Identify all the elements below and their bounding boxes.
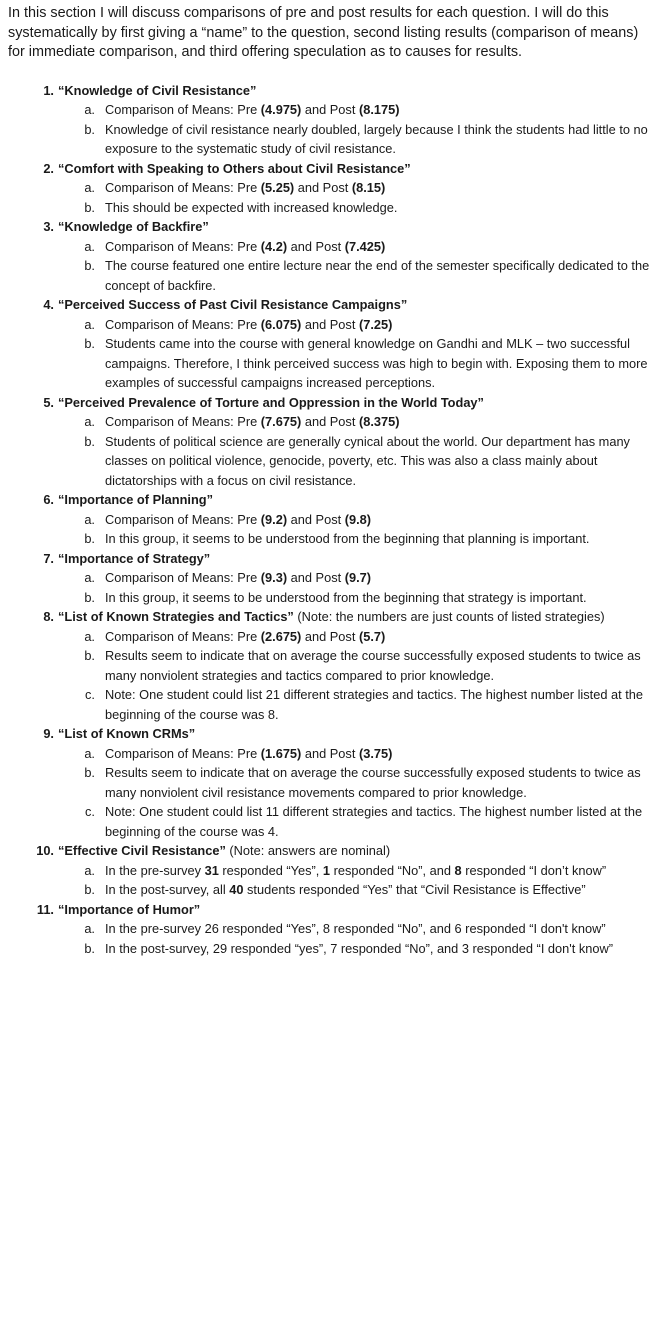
sub-item-text: In the pre-survey 26 responded “Yes”, 8 responded “No”, and 6 responded “I don't know” — [105, 921, 606, 937]
question-heading — [58, 609, 605, 624]
question-heading — [58, 297, 407, 312]
question-item — [8, 159, 662, 218]
sub-item — [84, 432, 662, 491]
sub-item-text: Results seem to indicate that on average the course successfully exposed students to twice as many nonviolent civil resistance movements compared to prior knowledge. — [105, 765, 641, 800]
question-item — [8, 841, 662, 900]
question-number: 8. — [43, 609, 54, 625]
sub-item — [84, 256, 662, 295]
sub-item-letter: b. — [84, 433, 95, 449]
pre-mean-value: (1.675) — [260, 745, 302, 761]
sub-item-letter: b. — [84, 336, 95, 352]
pre-mean-value: (7.675) — [260, 414, 302, 430]
sub-item-letter: a. — [84, 316, 95, 332]
sub-item-list — [58, 510, 662, 549]
question-heading — [58, 395, 484, 410]
pre-mean-value: (9.2) — [260, 511, 288, 527]
question-note: (Note: the numbers are just counts of listed strategies) — [293, 609, 605, 625]
sub-item — [84, 939, 662, 959]
question-list — [8, 81, 662, 959]
question-item — [8, 217, 662, 295]
question-title: “List of Known CRMs” — [58, 726, 196, 742]
sub-item — [84, 627, 662, 647]
post-mean-value: (9.8) — [344, 511, 372, 527]
means-connector: and Post — [301, 745, 359, 761]
sub-item-list — [58, 315, 662, 393]
sub-item-letter: a. — [84, 745, 95, 761]
sub-item — [84, 880, 662, 900]
survey-text: responded “No”, and — [330, 862, 455, 878]
means-connector: and Post — [301, 628, 359, 644]
question-number: 10. — [36, 843, 54, 859]
question-title: “List of Known Strategies and Tactics” — [58, 609, 294, 625]
sub-item-text — [105, 102, 399, 117]
question-number: 4. — [43, 297, 54, 313]
means-label: Comparison of Means: Pre — [105, 238, 261, 254]
post-mean-value: (8.15) — [351, 180, 386, 196]
sub-item-list — [58, 412, 662, 490]
means-connector: and Post — [301, 316, 359, 332]
sub-item — [84, 919, 662, 939]
post-mean-value: (8.175) — [358, 102, 400, 118]
pre-mean-value: (4.2) — [260, 238, 288, 254]
sub-item — [84, 646, 662, 685]
means-label: Comparison of Means: Pre — [105, 414, 261, 430]
question-item — [8, 295, 662, 393]
sub-item — [84, 237, 662, 257]
sub-item-letter: a. — [84, 414, 95, 430]
sub-item-letter: b. — [84, 121, 95, 137]
means-connector: and Post — [287, 570, 345, 586]
post-mean-value: (7.425) — [344, 238, 386, 254]
sub-item-letter: b. — [84, 589, 95, 605]
means-label: Comparison of Means: Pre — [105, 570, 261, 586]
question-heading — [58, 843, 390, 858]
response-count: 1 — [322, 862, 331, 878]
sub-item-list — [58, 178, 662, 217]
sub-item — [85, 685, 662, 724]
post-mean-value: (9.7) — [344, 570, 372, 586]
question-heading — [58, 902, 200, 917]
question-title: “Importance of Strategy” — [58, 550, 211, 566]
sub-item-letter: b. — [84, 940, 95, 956]
question-heading — [58, 161, 411, 176]
sub-item — [84, 588, 662, 608]
means-connector: and Post — [287, 511, 345, 527]
means-label: Comparison of Means: Pre — [105, 316, 261, 332]
question-heading — [58, 492, 213, 507]
question-heading — [58, 551, 210, 566]
sub-item — [85, 802, 662, 841]
question-title: “Importance of Humor” — [58, 901, 201, 917]
sub-item-letter: b. — [84, 258, 95, 274]
question-heading — [58, 83, 256, 98]
sub-item-letter: c. — [85, 804, 95, 820]
question-title: “Importance of Planning” — [58, 492, 213, 508]
question-item — [8, 549, 662, 608]
sub-item — [84, 412, 662, 432]
sub-item-text: Note: One student could list 11 different strategies and tactics. The highest number listed at the beginning of the course was 4. — [105, 804, 643, 839]
sub-item — [84, 744, 662, 764]
sub-item-text: Knowledge of civil resistance nearly doubled, largely because I think the students had little to no exposure to the systematic study of civil resistance. — [105, 121, 648, 157]
sub-item — [84, 100, 662, 120]
sub-item-letter: a. — [84, 628, 95, 644]
means-label: Comparison of Means: Pre — [105, 511, 261, 527]
sub-item-list — [58, 568, 662, 607]
question-title: “Effective Civil Resistance” — [58, 843, 226, 859]
sub-item-text — [105, 180, 385, 195]
question-number: 7. — [43, 550, 54, 566]
sub-item-text — [105, 239, 385, 254]
response-count: 31 — [204, 862, 219, 878]
sub-item — [84, 529, 662, 549]
sub-item-text — [105, 882, 586, 897]
sub-item-text: In this group, it seems to be understood from the beginning that strategy is important. — [105, 589, 587, 605]
sub-item-letter: a. — [84, 511, 95, 527]
sub-item-text — [105, 414, 399, 429]
post-mean-value: (5.7) — [358, 628, 386, 644]
survey-text: responded “I don’t know” — [461, 862, 607, 878]
survey-text: responded “Yes”, — [218, 862, 323, 878]
question-item — [8, 724, 662, 841]
question-heading — [58, 219, 209, 234]
means-connector: and Post — [301, 102, 359, 118]
sub-item-text — [105, 863, 606, 878]
survey-text: students responded “Yes” that “Civil Resistance is Effective” — [243, 882, 586, 898]
sub-item-letter: b. — [84, 531, 95, 547]
sub-item-text — [105, 512, 371, 527]
sub-item-letter: a. — [84, 862, 95, 878]
sub-item-text: In the post-survey, 29 responded “yes”, 7 responded “No”, and 3 responded “I don't know” — [105, 940, 613, 956]
sub-item — [84, 510, 662, 530]
sub-item — [84, 120, 662, 159]
question-item — [8, 900, 662, 959]
sub-item-text: Results seem to indicate that on average the course successfully exposed students to twice as many nonviolent strategies and tactics compared to prior knowledge. — [105, 648, 641, 683]
means-label: Comparison of Means: Pre — [105, 102, 261, 118]
question-item — [8, 81, 662, 159]
means-connector: and Post — [287, 238, 345, 254]
sub-item-letter: a. — [84, 180, 95, 196]
question-title: “Knowledge of Civil Resistance” — [58, 82, 257, 98]
sub-item-letter: a. — [84, 921, 95, 937]
sub-item-text: This should be expected with increased knowledge. — [105, 199, 398, 215]
intro-paragraph: In this section I will discuss comparisons of pre and post results for each question. I will do this systematically by first giving a “name” to the question, second listing results (comparison of means) for immediate comparison, and third offering speculation as to causes for results. — [8, 5, 639, 61]
question-title: “Perceived Success of Past Civil Resistance Campaigns” — [58, 297, 408, 313]
sub-item-letter: a. — [84, 570, 95, 586]
sub-item-letter: b. — [84, 882, 95, 898]
post-mean-value: (3.75) — [358, 745, 393, 761]
sub-item-letter: b. — [84, 199, 95, 215]
sub-item — [84, 568, 662, 588]
pre-mean-value: (9.3) — [260, 570, 288, 586]
question-number: 3. — [43, 219, 54, 235]
sub-item — [84, 861, 662, 881]
sub-item — [84, 198, 662, 218]
pre-mean-value: (2.675) — [260, 628, 302, 644]
sub-item-letter: b. — [84, 765, 95, 781]
sub-item — [84, 334, 662, 393]
sub-item-text — [105, 570, 371, 585]
sub-item — [84, 178, 662, 198]
pre-mean-value: (6.075) — [260, 316, 302, 332]
sub-item-list — [58, 919, 662, 958]
sub-item-letter: b. — [84, 648, 95, 664]
sub-item-text: The course featured one entire lecture near the end of the semester specifically dedicated to the concept of backfire. — [105, 258, 650, 293]
sub-item-text: Students came into the course with general knowledge on Gandhi and MLK – two successful campaigns. Therefore, I think perceived success was high to begin with. Exposing them to more examples of successful campaigns increased perceptions. — [105, 336, 648, 391]
question-note: (Note: answers are nominal) — [225, 843, 391, 859]
question-item — [8, 490, 662, 549]
survey-text: In the post-survey, all — [105, 882, 230, 898]
response-count: 8 — [454, 862, 462, 878]
sub-item-letter: c. — [85, 687, 95, 703]
means-label: Comparison of Means: Pre — [105, 745, 261, 761]
sub-item-list — [58, 237, 662, 296]
response-count: 40 — [229, 882, 244, 898]
means-label: Comparison of Means: Pre — [105, 628, 261, 644]
sub-item-text: In this group, it seems to be understood from the beginning that planning is important. — [105, 531, 590, 547]
sub-item-list — [58, 861, 662, 900]
survey-text: In the pre-survey — [105, 862, 205, 878]
question-item — [8, 393, 662, 491]
question-number: 6. — [43, 492, 54, 508]
post-mean-value: (7.25) — [358, 316, 393, 332]
question-title: “Knowledge of Backfire” — [58, 219, 209, 235]
means-connector: and Post — [294, 180, 352, 196]
question-title: “Comfort with Speaking to Others about Civil Resistance” — [58, 160, 411, 176]
sub-item-list — [58, 627, 662, 725]
sub-item-letter: a. — [84, 102, 95, 118]
pre-mean-value: (5.25) — [260, 180, 295, 196]
question-number: 1. — [43, 82, 54, 98]
sub-item-list — [58, 744, 662, 842]
sub-item-text: Note: One student could list 21 different strategies and tactics. The highest number listed at the beginning of the course was 8. — [105, 687, 644, 722]
means-label: Comparison of Means: Pre — [105, 180, 261, 196]
question-number: 9. — [43, 726, 54, 742]
sub-item-text — [105, 317, 392, 332]
sub-item-text — [105, 746, 392, 761]
sub-item-text: Students of political science are generally cynical about the world. Our department has many classes on political violence, genocide, poverty, etc. This was also a class mainly about dictatorships with a focus on civil resistance. — [105, 433, 630, 488]
post-mean-value: (8.375) — [358, 414, 400, 430]
sub-item-text — [105, 629, 385, 644]
sub-item-list — [58, 100, 662, 159]
sub-item — [84, 763, 662, 802]
pre-mean-value: (4.975) — [260, 102, 302, 118]
question-number: 11. — [36, 901, 54, 917]
question-number: 2. — [43, 160, 54, 176]
question-item — [8, 607, 662, 724]
sub-item-letter: a. — [84, 238, 95, 254]
question-number: 5. — [43, 394, 54, 410]
sub-item — [84, 315, 662, 335]
question-title: “Perceived Prevalence of Torture and Oppression in the World Today” — [58, 394, 484, 410]
means-connector: and Post — [301, 414, 359, 430]
question-heading — [58, 726, 195, 741]
